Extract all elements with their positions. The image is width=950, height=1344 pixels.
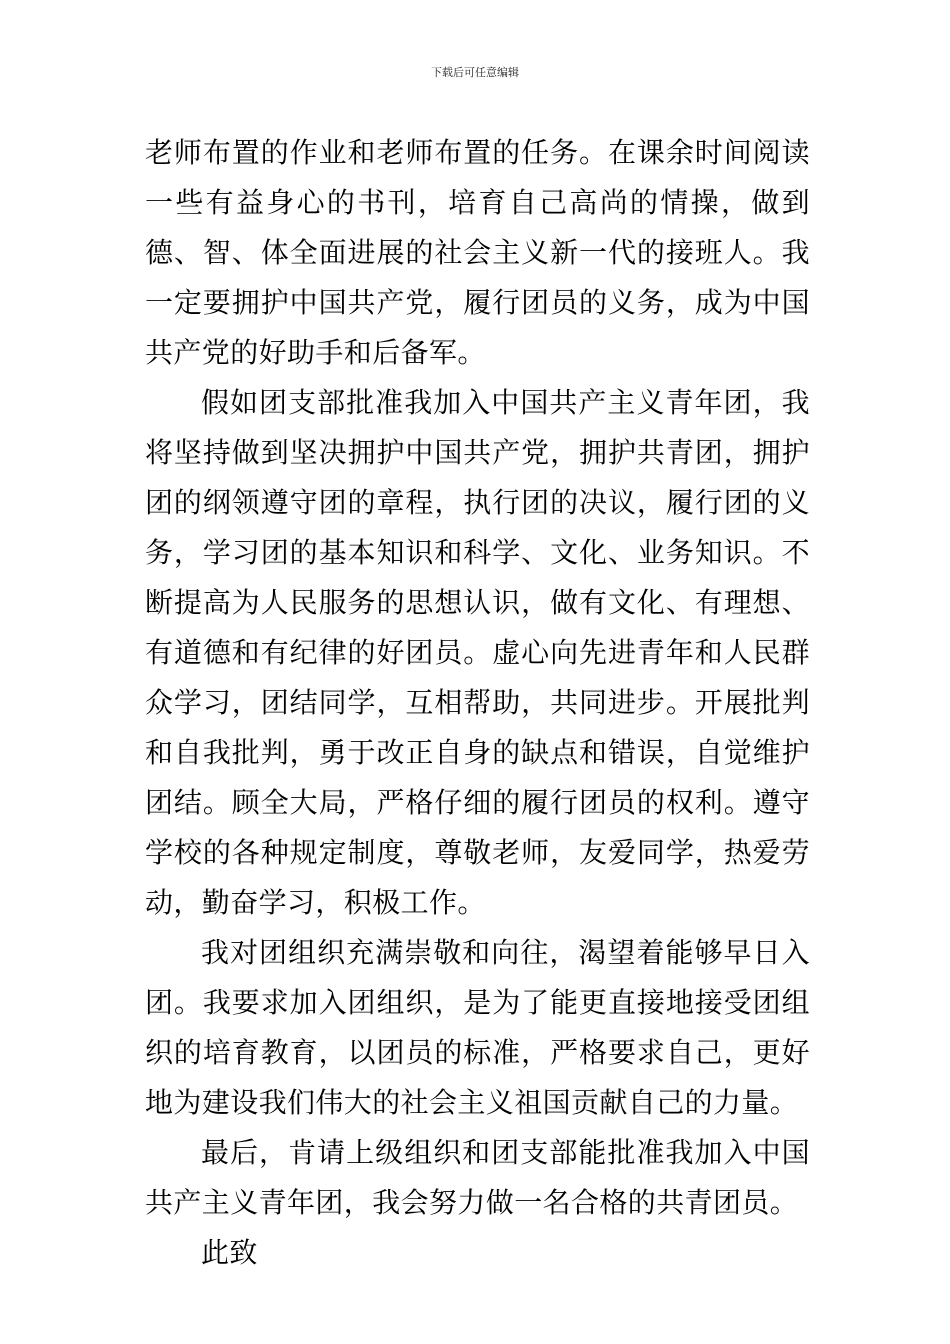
paragraph-continuation: 老师布置的作业和老师布置的任务。在课余时间阅读一些有益身心的书刊，培育自己高尚的情操，做到德、智、体全面进展的社会主义新一代的接班人。我一定要拥护中国共产党，履行团员的义务，成为中国共产党的好助手和后备军。: [145, 136, 810, 369]
closing-salutation: 此致: [201, 1236, 258, 1269]
paragraph-request: 最后，肯请上级组织和团支部能批准我加入中国共产主义青年团，我会努力做一名合格的共青团员。: [145, 1136, 810, 1219]
page-header: 下载后可任意编辑: [431, 66, 519, 79]
paragraph-commitments: 假如团支部批准我加入中国共产主义青年团，我将坚持做到坚决拥护中国共产党，拥护共青团，拥护团的纲领遵守团的章程，执行团的决议，履行团的义务，学习团的基本知识和科学、文化、业务知识。不断提高为人民服务的思想认识，做有文化、有理想、有道德和有纪律的好团员。虚心向先进青年和人民群众学习，团结同学，互相帮助，共同进步。开展批判和自我批判，勇于改正自身的缺点和错误，自觉维护团结。顾全大局，严格仔细的履行团员的权利。遵守学校的各种规定制度，尊敬老师，友爱同学，热爱劳动，勤奋学习，积极工作。: [145, 386, 810, 919]
paragraph-aspiration: 我对团组织充满崇敬和向往，渴望着能够早日入团。我要求加入团组织，是为了能更直接地接受团组织的培育教育，以团员的标准，严格要求自己，更好地为建设我们伟大的社会主义祖国贡献自己的力量。: [145, 936, 810, 1119]
document-body: [145, 128, 810, 1278]
